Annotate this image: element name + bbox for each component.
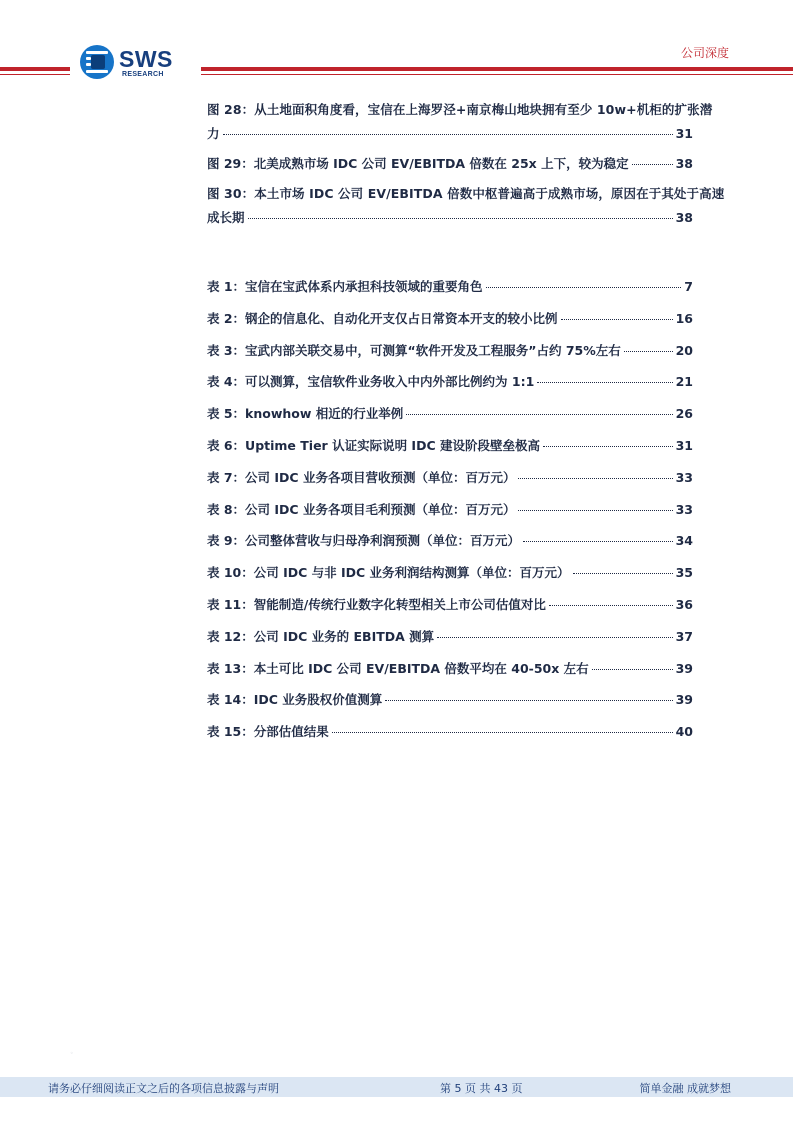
toc-entry-label: 图 28：从土地面积角度看，宝信在上海罗泾+南京梅山地块拥有至少 10w+机柜的扩张潜 — [207, 102, 713, 117]
dot-leader — [573, 573, 673, 574]
dot-leader — [486, 287, 682, 288]
toc-entry-label: 图 30：本土市场 IDC 公司 EV/EBITDA 倍数中枢普遍高于成熟市场，原因在于其处于高速 — [207, 186, 725, 201]
header-rule — [0, 67, 70, 71]
dot-leader — [523, 541, 673, 542]
toc-entry-table-4[interactable] — [207, 366, 693, 398]
header-rule — [201, 74, 793, 75]
toc-entry-page: 39 — [675, 660, 693, 676]
toc-entry-page: 7 — [684, 279, 693, 294]
toc-entry-page: 20 — [675, 342, 693, 358]
toc-entry-table-15[interactable] — [207, 716, 693, 748]
toc-entry-continuation: 成长期 — [207, 210, 245, 225]
header-rule — [201, 67, 793, 71]
toc-entry-label: 表 13：本土可比 IDC 公司 EV/EBITDA 倍数平均在 40-50x 左右 — [207, 660, 589, 676]
footer-disclaimer: 请务必仔细阅读正文之后的各项信息披露与声明 — [48, 1082, 279, 1095]
toc-entry-table-2[interactable] — [207, 303, 693, 335]
footer-mark: ◦ — [70, 1050, 74, 1057]
toc-entry-label: 表 2：钢企的信息化、自动化开支仅占日常资本开支的较小比例 — [207, 310, 558, 326]
toc-entry-page: 38 — [675, 156, 693, 171]
toc-entry-label: 表 11：智能制造/传统行业数字化转型相关上市公司估值对比 — [207, 596, 546, 612]
toc-entry-label: 表 5：knowhow 相近的行业举例 — [207, 406, 404, 422]
dot-leader — [561, 319, 673, 320]
toc-entry-table-13[interactable] — [207, 653, 693, 685]
toc-entry-table-8[interactable] — [207, 494, 693, 526]
dot-leader — [624, 351, 673, 352]
header-rule — [0, 74, 70, 75]
table-list — [207, 271, 693, 748]
toc-entry-page: 37 — [675, 628, 693, 644]
dot-leader — [437, 637, 672, 638]
toc-entry-page: 35 — [675, 565, 693, 581]
dot-leader — [406, 414, 672, 415]
sws-logo-icon — [80, 45, 114, 79]
toc-entry-page: 38 — [675, 210, 693, 225]
logo-sub-text: RESEARCH — [122, 71, 164, 78]
toc-entry-table-14[interactable] — [207, 684, 693, 716]
toc-entry-label: 表 15：分部估值结果 — [207, 724, 329, 740]
dot-leader — [549, 605, 673, 606]
toc-entry-table-11[interactable] — [207, 589, 693, 621]
dot-leader — [592, 669, 673, 670]
toc-entry-figure-30[interactable] — [207, 182, 725, 230]
toc-entry-table-5[interactable] — [207, 398, 693, 430]
toc-entry-table-1[interactable] — [207, 271, 693, 303]
toc-entry-table-6[interactable] — [207, 430, 693, 462]
toc-entry-figure-29[interactable] — [207, 152, 693, 176]
toc-entry-label: 表 6：Uptime Tier 认证实际说明 IDC 建设阶段壁垒极高 — [207, 437, 540, 453]
sws-logo — [80, 45, 190, 85]
toc-entry-page: 33 — [675, 501, 693, 517]
toc-entry-page: 40 — [675, 724, 693, 740]
toc-entry-page: 31 — [675, 437, 693, 453]
toc-entry-label: 表 3：宝武内部关联交易中，可测算“软件开发及工程服务”占约 75%左右 — [207, 342, 621, 358]
toc-entry-page: 39 — [675, 692, 693, 708]
dot-leader — [632, 164, 673, 165]
page-header — [0, 0, 793, 90]
toc-entry-label: 表 12：公司 IDC 业务的 EBITDA 测算 — [207, 628, 435, 644]
toc-entry-page: 33 — [675, 469, 693, 485]
footer-slogan: 简单金融 成就梦想 — [639, 1082, 731, 1095]
toc-entry-table-10[interactable] — [207, 557, 693, 589]
dot-leader — [385, 700, 672, 701]
toc-entry-page: 34 — [675, 533, 693, 549]
table-of-contents — [207, 98, 725, 748]
toc-entry-table-7[interactable] — [207, 462, 693, 494]
toc-entry-label: 表 10：公司 IDC 与非 IDC 业务利润结构测算（单位：百万元） — [207, 565, 570, 581]
toc-entry-label: 表 9：公司整体营收与归母净利润预测（单位：百万元） — [207, 533, 521, 549]
logo-brand-text: SWS — [119, 46, 173, 72]
dot-leader — [223, 134, 673, 135]
dot-leader — [248, 218, 673, 219]
page-footer — [0, 1077, 793, 1097]
toc-entry-table-3[interactable] — [207, 335, 693, 367]
dot-leader — [537, 382, 672, 383]
toc-entry-table-12[interactable] — [207, 621, 693, 653]
toc-entry-page: 26 — [675, 406, 693, 422]
toc-entry-page: 31 — [675, 126, 693, 141]
toc-entry-label: 表 4：可以测算，宝信软件业务收入中内外部比例约为 1:1 — [207, 374, 535, 390]
toc-entry-label: 表 8：公司 IDC 业务各项目毛利预测（单位：百万元） — [207, 501, 516, 517]
dot-leader — [518, 510, 672, 511]
dot-leader — [543, 446, 673, 447]
toc-entry-label: 表 7：公司 IDC 业务各项目营收预测（单位：百万元） — [207, 469, 516, 485]
document-type: 公司深度 — [680, 46, 729, 60]
toc-entry-continuation: 力 — [207, 126, 220, 141]
footer-page-info: 第 5 页 共 43 页 — [440, 1082, 523, 1095]
toc-entry-label: 表 1：宝信在宝武体系内承担科技领域的重要角色 — [207, 279, 483, 294]
dot-leader — [332, 732, 673, 733]
toc-entry-label: 表 14：IDC 业务股权价值测算 — [207, 692, 383, 708]
figure-list — [207, 98, 725, 230]
toc-entry-label: 图 29：北美成熟市场 IDC 公司 EV/EBITDA 倍数在 25x 上下，较为稳定 — [207, 156, 629, 171]
toc-entry-figure-28[interactable] — [207, 98, 713, 146]
toc-entry-page: 16 — [675, 310, 693, 326]
dot-leader — [518, 478, 672, 479]
toc-entry-table-9[interactable] — [207, 525, 693, 557]
toc-entry-page: 36 — [675, 596, 693, 612]
toc-entry-page: 21 — [675, 374, 693, 390]
